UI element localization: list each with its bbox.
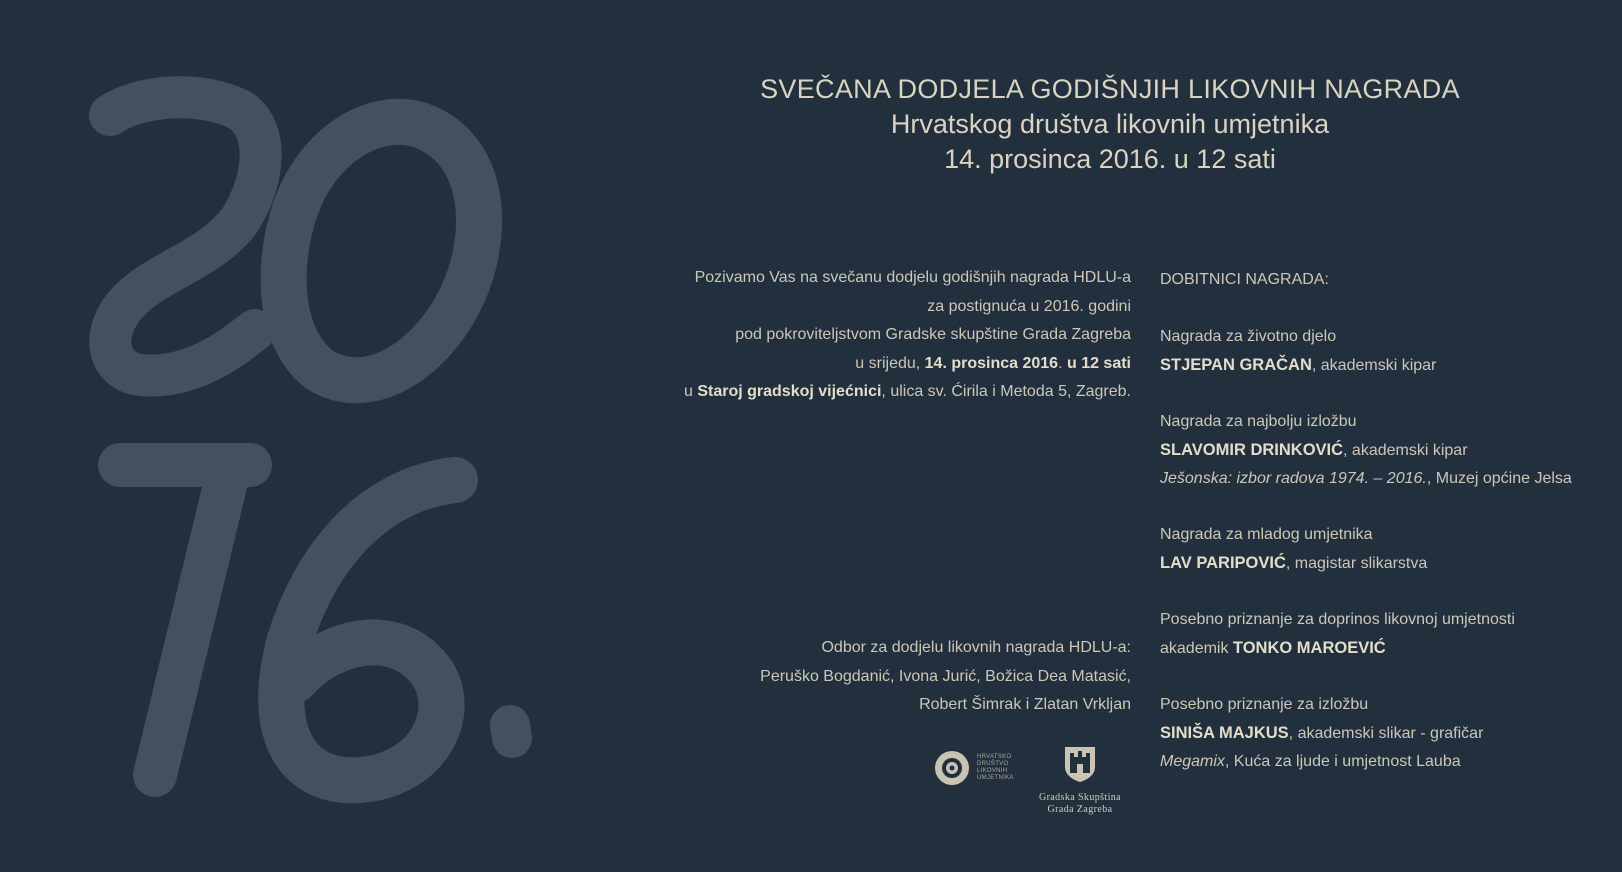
- ggz-line-1: Gradska Skupština: [1038, 792, 1122, 803]
- award-recipient: [1160, 351, 1580, 380]
- hdlu-text-3: LIKOVNIH: [977, 768, 1008, 774]
- period-stroke: [510, 725, 512, 738]
- hdlu-eye-icon: [933, 749, 971, 787]
- digit-1-stroke: [120, 465, 250, 775]
- committee-members-1: Peruško Bogdanić, Ivona Jurić, Božica Dea Matasić,: [760, 667, 1131, 685]
- intro-line-4: [611, 350, 1131, 379]
- work-venue: , Muzej općine Jelsa: [1426, 470, 1572, 487]
- work-title: Megamix: [1160, 753, 1225, 770]
- award-item: [1160, 408, 1580, 493]
- award-category: Nagrada za životno djelo: [1160, 328, 1337, 345]
- recipient-role: , akademski kipar: [1343, 442, 1468, 459]
- intro-line-1: Pozivamo Vas na svečanu dodjelu godišnjih nagrada HDLU-a: [694, 269, 1131, 286]
- year-brush-svg: [80, 70, 580, 830]
- committee-block: [611, 634, 1131, 720]
- invitation-header: [730, 72, 1490, 177]
- header-title: SVEČANA DODJELA GODIŠNJIH LIKOVNIH NAGRADA: [760, 74, 1460, 104]
- recipient-name: TONKO MAROEVIĆ: [1232, 639, 1386, 657]
- invitation-text: [611, 264, 1131, 407]
- hdlu-text-1: HRVATSKO: [977, 754, 1012, 760]
- digit-2-stroke: [110, 97, 261, 375]
- digit-0-stroke: [284, 122, 479, 380]
- logos-row: [925, 745, 1135, 815]
- recipient-name: LAV PARIPOVIĆ: [1160, 554, 1286, 572]
- hdlu-logo-text: [977, 754, 1017, 782]
- intro-date: 14. prosinca 2016: [924, 354, 1059, 372]
- digit-6-stroke: [281, 480, 455, 780]
- award-category: Posebno priznanje za izložbu: [1160, 696, 1369, 713]
- ggz-line-2: Grada Zagreba: [1047, 804, 1113, 815]
- recipient-name: SLAVOMIR DRINKOVIĆ: [1160, 441, 1344, 459]
- header-date: 14. prosinca 2016. u 12 sati: [944, 144, 1276, 174]
- award-category: Posebno priznanje za doprinos likovnoj umjetnosti: [1160, 611, 1515, 628]
- recipient-prefix: akademik: [1160, 640, 1233, 657]
- recipient-name: SINIŠA MAJKUS: [1160, 724, 1289, 742]
- award-category: Nagrada za mladog umjetnika: [1160, 526, 1373, 543]
- award-item: [1160, 521, 1580, 578]
- header-subtitle: Hrvatskog društva likovnih umjetnika: [890, 109, 1330, 139]
- intro-venue-pre: u: [684, 383, 698, 400]
- recipient-role: , akademski kipar: [1311, 357, 1437, 374]
- award-recipient: [1160, 634, 1580, 663]
- award-recipient: [1160, 549, 1580, 578]
- intro-address: , ulica sv. Ćirila i Metoda 5, Zagreb.: [881, 383, 1131, 400]
- work-venue: , Kuća za ljude i umjetnost Lauba: [1224, 753, 1461, 770]
- award-work: [1160, 748, 1580, 776]
- awards-title: DOBITNICI NAGRADA:: [1160, 271, 1329, 288]
- recipient-name: STJEPAN GRAČAN: [1160, 356, 1312, 374]
- intro-line-2: za postignuća u 2016. godini: [927, 297, 1131, 315]
- award-recipient: [1160, 719, 1580, 748]
- award-recipient: [1160, 436, 1580, 465]
- recipient-role: , akademski slikar - grafičar: [1288, 725, 1484, 742]
- intro-line-3: pod pokroviteljstvom Gradske skupštine Grada Zagreba: [735, 326, 1131, 343]
- ggz-logo-text: [1025, 792, 1135, 816]
- work-title: Ješonska: izbor radova 1974. – 2016.: [1160, 470, 1427, 487]
- year-2016-graphic: [80, 70, 580, 830]
- award-work: [1160, 465, 1580, 493]
- award-item: [1160, 606, 1580, 663]
- ggz-logo: [1025, 745, 1135, 816]
- award-category: Nagrada za najbolju izložbu: [1160, 413, 1357, 430]
- intro-line-5: [611, 378, 1131, 407]
- committee-title: Odbor za dodjelu likovnih nagrada HDLU-a:: [821, 639, 1131, 656]
- intro-venue: Staroj gradskoj vijećnici: [697, 383, 882, 400]
- intro-sep: .: [1058, 354, 1067, 372]
- awards-list: [1160, 266, 1580, 804]
- hdlu-logo: [933, 749, 1017, 787]
- zagreb-coat-of-arms-icon: [1063, 745, 1097, 783]
- recipient-role: , magistar slikarstva: [1285, 555, 1428, 572]
- award-item: [1160, 691, 1580, 776]
- hdlu-text-2: DRUŠTVO: [977, 761, 1009, 767]
- intro-day: u srijedu,: [855, 354, 925, 372]
- committee-members-2: Robert Šimrak i Zlatan Vrkljan: [919, 696, 1131, 713]
- intro-time: u 12 sati: [1066, 354, 1131, 372]
- hdlu-text-4: UMJETNIKA: [977, 775, 1014, 781]
- award-item: [1160, 323, 1580, 380]
